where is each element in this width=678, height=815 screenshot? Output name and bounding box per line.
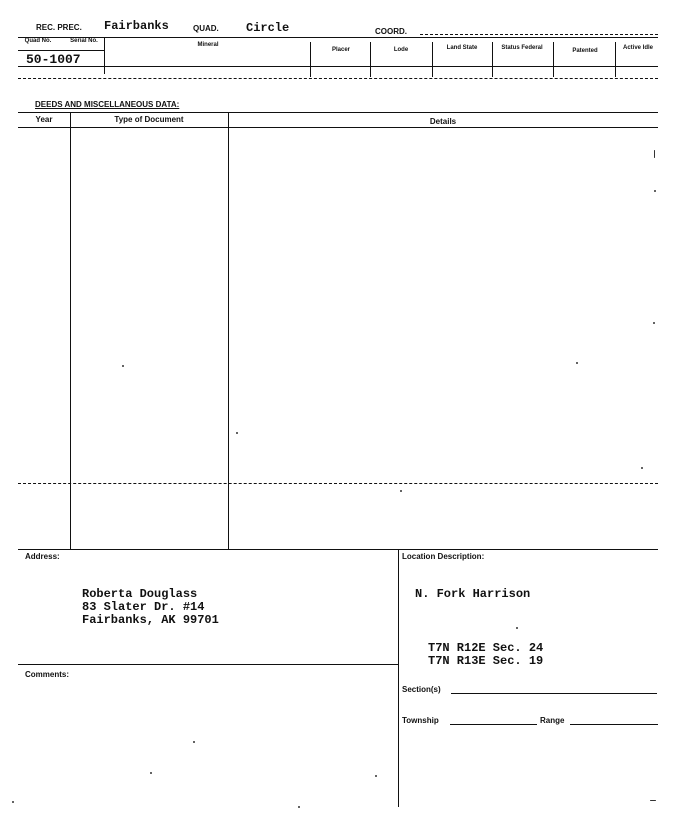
deeds-col-type: Type of Document [114,115,184,124]
col-placer: Placer [331,47,350,53]
scan-speck [650,800,656,801]
quad-label: QUAD. [193,24,219,33]
scan-speck [654,150,655,158]
header-bottom-rule [18,66,658,67]
col-divider [370,42,371,77]
address-street: 83 Slater Dr. #14 [82,600,205,614]
comments-label: Comments: [25,670,70,679]
col-serial-no: Serial No. [70,38,98,44]
col-quad-no: Quad No. [24,38,52,44]
coord-dashed-line [420,34,658,35]
col-active-idle: Active Idle [622,45,653,51]
scan-speck [150,772,152,774]
address-bottom-rule [18,664,398,665]
scan-speck [653,322,655,324]
col-patented: Patented [572,48,598,54]
deeds-col-details: Details [429,117,457,126]
coord-label: COORD. [375,27,407,36]
deeds-header-rule [18,127,658,128]
scan-speck [576,362,578,364]
deeds-top-rule [18,112,658,113]
scan-speck [12,801,14,803]
range-field-line [570,724,658,725]
rec-prec-value: Fairbanks [104,19,169,33]
deeds-section-title: DEEDS AND MISCELLANEOUS DATA: [35,100,180,109]
col-divider [492,42,493,77]
col-divider [615,42,616,77]
col-divider [432,42,433,77]
header-dashed-rule [18,78,658,79]
col-divider [553,42,554,77]
scan-speck [516,627,518,629]
range-label: Range [540,716,565,725]
location-line-1: T7N R12E Sec. 24 [428,641,544,655]
scan-speck [298,806,300,808]
rec-prec-label: REC. PREC. [36,23,82,32]
scan-speck [641,467,643,469]
col-divider [310,42,311,77]
scan-speck [375,775,377,777]
section-field-line [451,693,657,694]
location-line-2: T7N R13E Sec. 19 [428,654,544,668]
deeds-col-year: Year [35,115,53,124]
scan-speck [654,190,656,192]
scan-speck [236,432,238,434]
address-label: Address: [25,552,60,561]
scan-speck [400,490,402,492]
scan-speck [193,741,195,743]
scan-speck [122,365,124,367]
quad-serial-value: 50-1007 [26,52,81,67]
table-top-rule [18,37,658,38]
bottom-center-divider [398,549,399,807]
subheader-rule [18,50,104,51]
township-label: Township [402,716,439,725]
location-label: Location Description: [402,552,485,561]
col-divider [104,37,105,74]
col-land-state: Land State [446,45,478,51]
quad-value: Circle [246,21,290,35]
col-lode: Lode [393,47,409,53]
section-label: Section(s) [402,685,441,694]
address-name: Roberta Douglass [82,587,198,601]
col-mineral: Mineral [197,42,219,48]
address-city: Fairbanks, AK 99701 [82,613,219,627]
deeds-dashed-rule [18,483,658,484]
col-status-federal: Status Federal [501,45,543,51]
township-field-line [450,724,537,725]
location-description: N. Fork Harrison [415,587,531,601]
deeds-bottom-rule [18,549,658,550]
